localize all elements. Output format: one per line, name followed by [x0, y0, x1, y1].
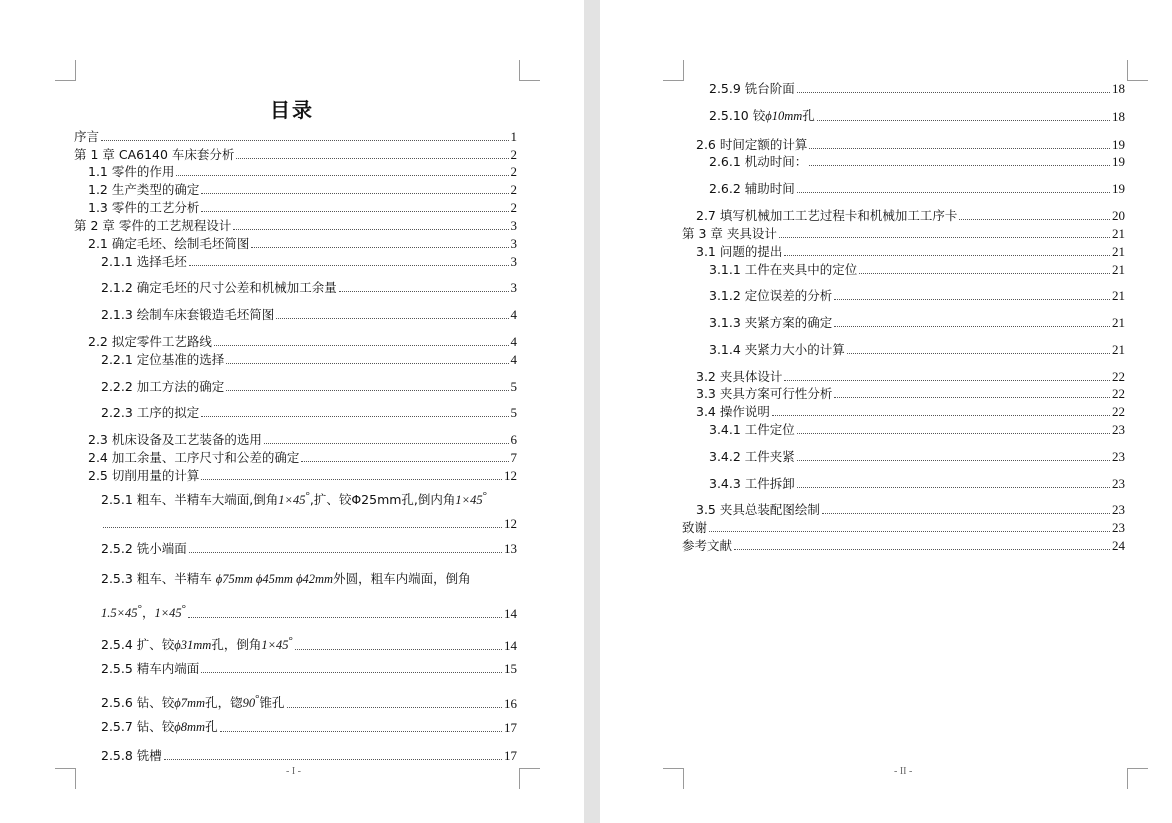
dot-leader	[189, 552, 502, 553]
toc-entry-title	[88, 432, 262, 447]
crop-mark	[55, 60, 76, 81]
toc-entry-title	[696, 404, 770, 419]
toc-page-number: 2	[510, 164, 517, 179]
math-expression: ϕ8mm	[174, 720, 206, 734]
toc-entry[interactable]	[709, 422, 1125, 437]
toc-page-number: 24	[1112, 538, 1125, 553]
entry-text: 2.3 机床设备及工艺装备的选用	[88, 432, 262, 447]
toc-entry-title	[682, 520, 707, 535]
page-number-footer: - II -	[894, 766, 913, 777]
toc-entry[interactable]	[88, 432, 517, 447]
toc-entry-title	[101, 661, 199, 676]
entry-text: 致谢	[682, 520, 708, 535]
entry-text: 2.6.1 机动时间：	[709, 154, 808, 169]
entry-text: 2.5.4 扩、铰	[101, 637, 175, 652]
toc-page-number: 2	[510, 147, 517, 162]
degree-superscript: °	[255, 693, 260, 705]
toc-page-number: 18	[1112, 81, 1125, 96]
toc-entry[interactable]	[88, 450, 517, 465]
dot-leader	[859, 273, 1110, 274]
toc-page-number: 21	[1112, 262, 1125, 277]
toc-page-number: 23	[1112, 422, 1125, 437]
toc-page-number: 18	[1112, 109, 1125, 124]
toc-entry[interactable]	[709, 81, 1125, 96]
toc-entry-title	[709, 342, 845, 357]
toc-entry[interactable]	[101, 692, 517, 711]
toc-entry-title	[709, 181, 795, 196]
entry-text: 2.5.6 钻、铰	[101, 695, 175, 710]
toc-entry-title	[101, 280, 337, 295]
toc-entry[interactable]	[682, 226, 1125, 241]
toc-entry-title	[709, 154, 807, 169]
dot-leader	[817, 120, 1110, 121]
toc-entry-title	[696, 386, 832, 401]
math-expression: 1×45	[154, 606, 182, 620]
crop-mark	[519, 60, 540, 81]
entry-text: 3.4 操作说明	[696, 404, 770, 419]
entry-text: 孔	[205, 719, 218, 734]
entry-text: 2.1 确定毛坯、绘制毛坯简图	[88, 236, 250, 251]
toc-page-number: 23	[1112, 502, 1125, 517]
toc-page-number: 2	[510, 182, 517, 197]
toc-entry[interactable]	[74, 129, 517, 144]
toc-entry[interactable]	[101, 634, 517, 653]
toc-page-number: 21	[1112, 288, 1125, 303]
entry-text: ，	[141, 605, 155, 620]
toc-page-number: 23	[1112, 476, 1125, 491]
dot-leader	[189, 265, 509, 266]
dot-leader	[226, 363, 508, 364]
toc-entry-title	[709, 449, 795, 464]
dot-leader	[103, 527, 502, 528]
toc-entry[interactable]	[88, 182, 517, 197]
math-expression: ϕ75mm ϕ45mm ϕ42mm	[215, 572, 334, 586]
toc-entry[interactable]	[696, 369, 1125, 384]
toc-entry-title	[696, 369, 782, 384]
entry-text: 3.1.3 夹紧方案的确定	[709, 315, 833, 330]
toc-entry-title	[696, 502, 820, 517]
dot-leader	[201, 193, 508, 194]
toc-entry[interactable]	[101, 541, 517, 556]
dot-leader	[834, 397, 1110, 398]
toc-entry-title	[709, 262, 857, 277]
dot-leader	[201, 672, 502, 673]
toc-page-number: 19	[1112, 137, 1125, 152]
entry-text: 孔，倒角	[211, 637, 262, 652]
entry-text: 2.4 加工余量、工序尺寸和公差的确定	[88, 450, 300, 465]
math-expression: ϕ31mm	[174, 638, 212, 652]
math-expression: 1.5×45	[101, 606, 138, 620]
dot-leader	[220, 731, 502, 732]
toc-entry[interactable]	[682, 520, 1125, 535]
crop-mark	[1127, 60, 1148, 81]
toc-page-number: 15	[504, 661, 517, 676]
entry-text: 1.1 零件的作用	[88, 164, 175, 179]
toc-entry-title	[101, 254, 187, 269]
entry-text: 2.2.2 加工方法的确定	[101, 379, 225, 394]
toc-entry[interactable]	[682, 538, 1125, 553]
toc-entry-title	[88, 236, 249, 251]
toc-entry[interactable]	[696, 208, 1125, 223]
math-expression: 1×45	[455, 493, 483, 507]
toc-page-number: 22	[1112, 386, 1125, 401]
entry-text: 3.2 夹具体设计	[696, 369, 783, 384]
entry-text: 2.5.2 铣小端面	[101, 541, 187, 556]
toc-entry-title	[74, 218, 231, 233]
dot-leader	[226, 390, 508, 391]
toc-entry[interactable]	[101, 571, 517, 587]
toc-page-number: 23	[1112, 520, 1125, 535]
toc-entry-title	[101, 692, 285, 711]
dot-leader	[164, 759, 502, 760]
document-page-2	[600, 0, 1172, 823]
page-number-footer: - I -	[286, 766, 301, 777]
toc-page-number: 14	[504, 638, 517, 653]
dot-leader	[214, 345, 509, 346]
entry-text: 3.5 夹具总装配图绘制	[696, 502, 820, 517]
dot-leader	[233, 229, 508, 230]
toc-entry-title	[101, 541, 187, 556]
entry-text: 3.1.2 定位误差的分析	[709, 288, 833, 303]
degree-superscript: °	[137, 603, 142, 615]
toc-entry[interactable]	[88, 236, 517, 251]
toc-entry-title	[74, 129, 99, 144]
toc-entry[interactable]	[74, 218, 517, 233]
dot-leader	[847, 353, 1110, 354]
toc-entry[interactable]	[696, 244, 1125, 259]
toc-page-number: 21	[1112, 342, 1125, 357]
entry-text: 2.5.8 铣槽	[101, 748, 162, 763]
toc-entry[interactable]	[709, 154, 1125, 169]
toc-entry[interactable]	[709, 476, 1125, 491]
toc-entry-title	[88, 182, 199, 197]
entry-text: 参考文献	[682, 538, 733, 553]
toc-page-number: 19	[1112, 181, 1125, 196]
toc-page-number: 3	[510, 236, 517, 251]
dot-leader	[276, 318, 508, 319]
toc-page-number: 21	[1112, 244, 1125, 259]
entry-text: 锥孔	[259, 695, 285, 710]
toc-entry-title	[709, 108, 815, 124]
toc-page-number: 17	[504, 720, 517, 735]
toc-entry[interactable]	[101, 254, 517, 269]
page-gutter	[584, 0, 600, 823]
toc-page-number: 19	[1112, 154, 1125, 169]
entry-text: 3.4.3 工件拆卸	[709, 476, 795, 491]
dot-leader	[201, 211, 508, 212]
toc-entry[interactable]	[709, 108, 1125, 124]
toc-entry[interactable]	[709, 449, 1125, 464]
toc-entry[interactable]	[696, 502, 1125, 517]
toc-entry-title	[88, 200, 199, 215]
entry-text: 3.4.2 工件夹紧	[709, 449, 795, 464]
toc-page-number: 17	[504, 748, 517, 763]
entry-text: 2.2 拟定零件工艺路线	[88, 334, 212, 349]
toc-page-number: 5	[510, 405, 517, 420]
dot-leader	[797, 433, 1110, 434]
dot-leader	[339, 291, 509, 292]
dot-leader	[301, 461, 508, 462]
dot-leader	[236, 158, 508, 159]
entry-text: 3.4.1 工件定位	[709, 422, 795, 437]
toc-page-number: 6	[510, 432, 517, 447]
entry-text: 第 1 章 CA6140 车床套分析	[74, 147, 235, 162]
entry-text: 第 3 章 夹具设计	[682, 226, 777, 241]
toc-entry[interactable]	[696, 137, 1125, 152]
toc-entry-title	[709, 81, 795, 96]
toc-page-number: 21	[1112, 315, 1125, 330]
entry-text: 2.5.10 铰	[709, 108, 766, 123]
crop-mark	[519, 768, 540, 789]
entry-text: 2.6.2 辅助时间	[709, 181, 795, 196]
toc-entry[interactable]	[101, 307, 517, 322]
toc-page-number: 3	[510, 218, 517, 233]
dot-leader	[959, 219, 1110, 220]
math-expression: 1×45	[278, 493, 306, 507]
toc-entry-title	[74, 147, 234, 162]
dot-leader	[834, 326, 1110, 327]
toc-entry-title	[88, 334, 212, 349]
dot-leader	[797, 460, 1110, 461]
entry-text: 2.5.5 精车内端面	[101, 661, 200, 676]
toc-entry-title	[101, 634, 293, 653]
dot-leader	[709, 531, 1110, 532]
toc-page-number: 12	[504, 516, 517, 531]
entry-text: ,扩、铰Φ25mm孔,倒内角	[309, 492, 456, 507]
toc-entry-title	[101, 602, 186, 621]
toc-entry-title	[101, 405, 199, 420]
document-page-1	[0, 0, 584, 823]
toc-page-number: 22	[1112, 404, 1125, 419]
dot-leader	[797, 92, 1110, 93]
dot-leader	[809, 165, 1110, 166]
toc-page-number: 4	[510, 334, 517, 349]
entry-text: 2.5.3 粗车、半精车	[101, 571, 216, 586]
toc-page-number: 4	[510, 307, 517, 322]
entry-text: 2.5.7 钻、铰	[101, 719, 175, 734]
toc-entry-title	[101, 307, 274, 322]
entry-text: 3.1 问题的提出	[696, 244, 783, 259]
toc-entry[interactable]	[101, 748, 517, 763]
entry-text: 3.1.4 夹紧力大小的计算	[709, 342, 845, 357]
toc-entry[interactable]	[88, 334, 517, 349]
crop-mark	[55, 768, 76, 789]
dot-leader	[251, 247, 508, 248]
entry-text: 2.2.3 工序的拟定	[101, 405, 200, 420]
math-expression: ϕ10mm	[765, 109, 803, 123]
toc-entry-title	[682, 538, 732, 553]
dot-leader	[797, 192, 1110, 193]
toc-page-number: 7	[510, 450, 517, 465]
toc-entry[interactable]	[709, 342, 1125, 357]
toc-entry[interactable]	[101, 280, 517, 295]
dot-leader	[734, 549, 1110, 550]
toc-entry[interactable]	[101, 405, 517, 420]
toc-page-number: 1	[510, 129, 517, 144]
degree-superscript: °	[482, 490, 487, 502]
toc-entry-title	[101, 719, 218, 735]
crop-mark	[663, 60, 684, 81]
entry-text: 序言	[74, 129, 100, 144]
toc-page-number: 22	[1112, 369, 1125, 384]
entry-text: 2.1.1 选择毛坯	[101, 254, 187, 269]
toc-entry-title	[101, 379, 224, 394]
entry-text: 2.1.2 确定毛坯的尺寸公差和机械加工余量	[101, 280, 337, 295]
toc-entry-title	[709, 476, 795, 491]
toc-page-number: 4	[510, 352, 517, 367]
dot-leader	[772, 415, 1110, 416]
entry-text: 孔，锪	[205, 695, 243, 710]
dot-leader	[188, 617, 502, 618]
dot-leader	[176, 175, 508, 176]
toc-page-number: 5	[510, 379, 517, 394]
toc-title: 目录	[270, 98, 314, 122]
crop-mark	[1127, 768, 1148, 789]
toc-entry[interactable]	[101, 352, 517, 367]
dot-leader	[264, 443, 509, 444]
dot-leader	[784, 380, 1110, 381]
dot-leader	[295, 649, 502, 650]
toc-entry[interactable]	[88, 164, 517, 179]
toc-entry-title	[88, 450, 299, 465]
entry-text: 2.5.1 粗车、半精车大端面,倒角	[101, 492, 279, 507]
dot-leader	[797, 487, 1110, 488]
toc-entry-title	[696, 244, 782, 259]
entry-text: 2.6 时间定额的计算	[696, 137, 808, 152]
toc-entry-title	[101, 352, 224, 367]
toc-entry-title	[682, 226, 777, 241]
toc-entry[interactable]	[709, 262, 1125, 277]
toc-entry-title	[101, 489, 487, 508]
toc-page-number: 13	[504, 541, 517, 556]
entry-text: 2.1.3 绘制车床套锻造毛坯简图	[101, 307, 275, 322]
dot-leader	[287, 707, 503, 708]
toc-entry[interactable]	[696, 386, 1125, 401]
entry-text: 2.5 切削用量的计算	[88, 468, 200, 483]
toc-entry[interactable]	[88, 200, 517, 215]
toc-entry-title	[709, 315, 832, 330]
toc-entry[interactable]	[709, 315, 1125, 330]
degree-superscript: °	[181, 603, 187, 615]
toc-page-number: 16	[504, 696, 517, 711]
toc-entry[interactable]	[696, 404, 1125, 419]
toc-page-number: 3	[510, 254, 517, 269]
crop-mark	[663, 768, 684, 789]
toc-entry-title	[696, 208, 957, 223]
toc-page-number: 21	[1112, 226, 1125, 241]
toc-entry-title	[101, 571, 471, 587]
toc-page-number: 23	[1112, 449, 1125, 464]
toc-page-number: 2	[510, 200, 517, 215]
math-expression: 1×45	[261, 638, 289, 652]
toc-entry[interactable]	[101, 719, 517, 735]
toc-entry-title	[709, 422, 795, 437]
toc-page-number: 20	[1112, 208, 1125, 223]
toc-entry-title	[88, 468, 199, 483]
toc-entry-title	[696, 137, 807, 152]
toc-entry[interactable]	[88, 468, 517, 483]
toc-page-number: 14	[504, 606, 517, 621]
dot-leader	[779, 237, 1110, 238]
degree-superscript: °	[305, 490, 310, 502]
toc-entry[interactable]	[709, 181, 1125, 196]
toc-entry[interactable]	[101, 489, 517, 508]
dot-leader	[809, 148, 1110, 149]
toc-entry-title	[101, 748, 162, 763]
entry-text: 孔	[802, 108, 815, 123]
dot-leader	[201, 479, 502, 480]
entry-text: 1.3 零件的工艺分析	[88, 200, 200, 215]
entry-text: 第 2 章 零件的工艺规程设计	[74, 218, 232, 233]
dot-leader	[834, 299, 1110, 300]
dot-leader	[201, 416, 508, 417]
entry-text: 3.1.1 工件在夹具中的定位	[709, 262, 858, 277]
toc-entry[interactable]	[74, 147, 517, 162]
toc-page-number: 12	[504, 468, 517, 483]
entry-text: 2.2.1 定位基准的选择	[101, 352, 225, 367]
entry-text: 2.7 填写机械加工工艺过程卡和机械加工工序卡	[696, 208, 958, 223]
toc-entry[interactable]	[709, 288, 1125, 303]
degree-superscript: °	[288, 635, 293, 647]
math-expression: ϕ7mm	[174, 696, 206, 710]
dot-leader	[822, 513, 1110, 514]
toc-entry-title	[88, 164, 174, 179]
toc-entry[interactable]	[101, 379, 517, 394]
dot-leader	[101, 140, 508, 141]
entry-text: 3.3 夹具方案可行性分析	[696, 386, 833, 401]
dot-leader	[784, 255, 1110, 256]
entry-text: 1.2 生产类型的确定	[88, 182, 200, 197]
toc-entry-title	[709, 288, 832, 303]
entry-text: 2.5.9 铣台阶面	[709, 81, 795, 96]
toc-entry[interactable]	[101, 516, 517, 531]
math-expression: 90	[242, 696, 256, 710]
entry-text: 外圆，粗车内端面，倒角	[333, 571, 471, 586]
toc-entry[interactable]	[101, 602, 517, 621]
toc-page-number: 3	[510, 280, 517, 295]
toc-entry[interactable]	[101, 661, 517, 676]
